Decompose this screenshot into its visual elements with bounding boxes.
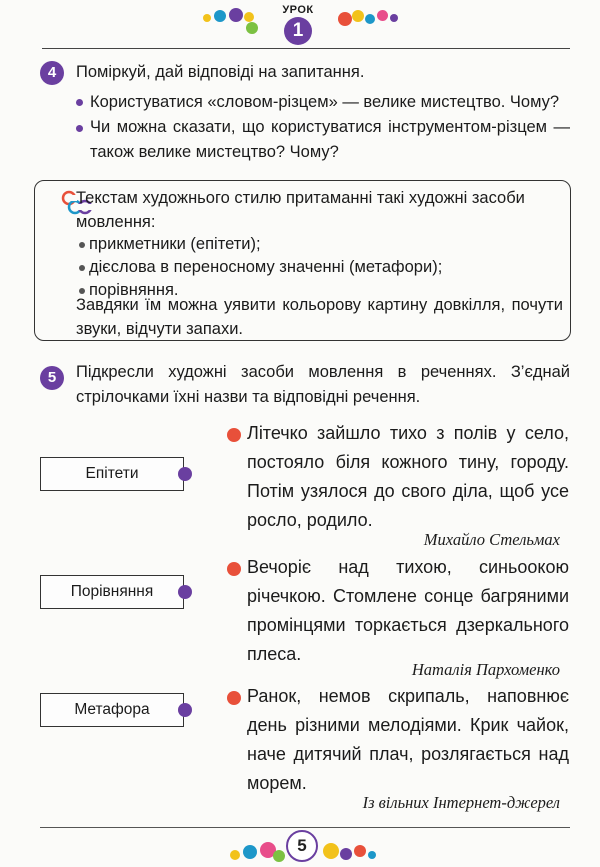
footer-divider [40, 827, 570, 828]
page-number: 5 [286, 830, 318, 862]
task-5-prompt: Підкресли художні засоби мовлення в реченнях. З’єднай стрілочками їхні назви та відповідні речення. [76, 363, 570, 406]
connector-dot-label-1[interactable] [178, 467, 192, 481]
task-5-number: 5 [40, 366, 64, 390]
passage-2-author: Наталія Пархоменко [411, 660, 560, 679]
decor-dot [203, 14, 211, 22]
label-metaphor: Метафора [40, 693, 184, 727]
passage-3-text: Ранок, немов скрипаль, наповнює день різними мелодіями. Крик чайок, наче дитячий плач, розлягається над морем. [247, 686, 569, 793]
rule-item-epithets: прикметники (епітети); [89, 235, 261, 253]
decor-dot [246, 22, 258, 34]
lesson-badge [262, 4, 334, 44]
decor-dot [338, 12, 352, 26]
decor-dot [365, 14, 375, 24]
rule-bullet [79, 265, 85, 271]
task-4-question-1: Користуватися «словом-різцем» — велике мистецтво. Чому? [90, 93, 560, 111]
label-epithets: Епітети [40, 457, 184, 491]
passage-1-text: Літечко зайшло тихо з полів у село, постояло біля кожного тину, городу. Потім узялося до свого діла, щоб усе росло, родило. [247, 423, 569, 530]
lesson-label: УРОК [282, 4, 314, 16]
rule-conclusion: Завдяки їм можна уявити кольорову картину довкілля, почути звуки, відчути запахи. [76, 296, 563, 338]
connector-dot-passage-3[interactable] [227, 691, 241, 705]
decor-dot [273, 850, 285, 862]
decor-dot [214, 10, 226, 22]
decor-dot [390, 14, 398, 22]
decor-dot [340, 848, 352, 860]
decor-dot [229, 8, 243, 22]
connector-dot-passage-1[interactable] [227, 428, 241, 442]
connector-dot-label-3[interactable] [178, 703, 192, 717]
rule-intro: Текстам художнього стилю притаманні такі художні засоби мовлення: [76, 189, 525, 231]
decor-dot [352, 10, 364, 22]
rule-item-metaphors: дієслова в переносному значенні (метафори); [89, 258, 443, 276]
decor-dot [354, 845, 366, 857]
question-bullet [76, 125, 83, 132]
connector-dot-label-2[interactable] [178, 585, 192, 599]
task-4-number: 4 [40, 61, 64, 85]
task-4-prompt: Поміркуй, дай відповіді на запитання. [76, 63, 365, 81]
decor-dot [377, 10, 388, 21]
decor-dot [323, 843, 339, 859]
task-4-question-2: Чи можна сказати, що користуватися інструментом-різцем — також велике мистецтво? Чому? [90, 118, 570, 161]
rule-item-comparisons: порівняння. [89, 281, 179, 299]
passage-2-text: Вечоріє над тихою, синьоокою річечкою. Стомлене сонце багряними промінцями торкається дзеркального плеса. [247, 557, 569, 664]
lesson-number: 1 [284, 17, 312, 45]
label-comparison: Порівняння [40, 575, 184, 609]
passage-1-author: Михайло Стельмах [423, 530, 560, 549]
decor-dot [368, 851, 376, 859]
header-divider [42, 48, 570, 49]
question-bullet [76, 99, 83, 106]
rule-bullet [79, 242, 85, 248]
decor-dot [230, 850, 240, 860]
connector-dot-passage-2[interactable] [227, 562, 241, 576]
decor-dot [243, 845, 257, 859]
decor-dot [244, 12, 254, 22]
passage-3-author: Із вільних Інтернет-джерел [362, 793, 560, 812]
